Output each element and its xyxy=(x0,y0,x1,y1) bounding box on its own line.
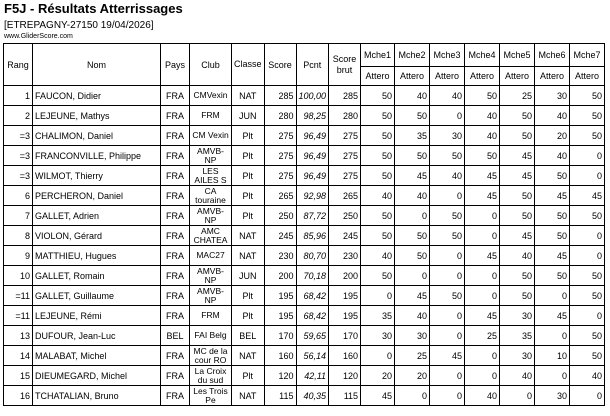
score-cell: 195 xyxy=(264,306,296,326)
percent-cell: 59,65 xyxy=(296,326,329,346)
event-subtitle: [ETREPAGNY-27150 19/04/2026] xyxy=(4,20,154,31)
percent-cell: 56,14 xyxy=(296,346,329,366)
round-landing-cell: 0 xyxy=(430,386,465,406)
table-row xyxy=(4,146,605,166)
class-cell: JUN xyxy=(232,266,265,286)
club-cell: CMVexin xyxy=(190,86,232,106)
round-landing-cell: 50 xyxy=(361,86,395,106)
round-landing-cell: 0 xyxy=(430,106,465,126)
round-landing-cell: 25 xyxy=(465,326,500,346)
score-cell: 200 xyxy=(264,266,296,286)
header-club: Club xyxy=(190,44,232,86)
club-cell: MAC27 xyxy=(190,246,232,266)
club-cell: LES AILES S xyxy=(190,166,232,186)
round-landing-cell: 50 xyxy=(570,206,605,226)
club-cell: CM Vexin xyxy=(190,126,232,146)
round-landing-cell: 0 xyxy=(570,246,605,266)
round-landing-cell: 45 xyxy=(465,306,500,326)
page-title: F5J - Résultats Atterrissages xyxy=(4,1,183,16)
round-landing-cell: 0 xyxy=(465,266,500,286)
round-landing-cell: 45 xyxy=(465,246,500,266)
round-landing-cell: 30 xyxy=(500,306,535,326)
percent-cell: 70,18 xyxy=(296,266,329,286)
round-landing-cell: 0 xyxy=(535,366,570,386)
round-landing-cell: 35 xyxy=(395,126,430,146)
header-manche: Mche1 xyxy=(361,44,395,67)
round-landing-cell: 50 xyxy=(361,106,395,126)
country-cell: FRA xyxy=(161,106,190,126)
round-landing-cell: 20 xyxy=(535,126,570,146)
club-cell: Les Trois Pe xyxy=(190,386,232,406)
percent-cell: 100,00 xyxy=(296,86,329,106)
percent-cell: 87,72 xyxy=(296,206,329,226)
table-row xyxy=(4,246,605,266)
table-row xyxy=(4,126,605,146)
country-cell: FRA xyxy=(161,146,190,166)
results-table xyxy=(3,43,605,406)
table-row xyxy=(4,346,605,366)
table-row xyxy=(4,386,605,406)
header-manche: Mche5 xyxy=(500,44,535,67)
round-landing-cell: 50 xyxy=(570,106,605,126)
pilot-name-cell: TCHATALIAN, Bruno xyxy=(33,386,161,406)
round-landing-cell: 50 xyxy=(500,206,535,226)
round-landing-cell: 40 xyxy=(430,166,465,186)
header-pays: Pays xyxy=(161,44,190,86)
round-landing-cell: 50 xyxy=(570,326,605,346)
round-landing-cell: 50 xyxy=(430,206,465,226)
raw-score-cell: 160 xyxy=(329,346,361,366)
percent-cell: 42,11 xyxy=(296,366,329,386)
round-landing-cell: 40 xyxy=(465,106,500,126)
score-cell: 280 xyxy=(264,106,296,126)
round-landing-cell: 50 xyxy=(535,166,570,186)
club-cell: AMVB-NP xyxy=(190,286,232,306)
round-landing-cell: 50 xyxy=(500,186,535,206)
round-landing-cell: 0 xyxy=(430,366,465,386)
round-landing-cell: 30 xyxy=(535,386,570,406)
country-cell: FRA xyxy=(161,286,190,306)
round-landing-cell: 0 xyxy=(430,246,465,266)
percent-cell: 96,49 xyxy=(296,146,329,166)
score-cell: 115 xyxy=(264,386,296,406)
table-row xyxy=(4,86,605,106)
country-cell: FRA xyxy=(161,206,190,226)
round-landing-cell: 0 xyxy=(430,186,465,206)
pilot-name-cell: DIEUMEGARD, Michel xyxy=(33,366,161,386)
round-landing-cell: 50 xyxy=(361,166,395,186)
score-cell: 230 xyxy=(264,246,296,266)
raw-score-cell: 275 xyxy=(329,166,361,186)
rank-cell: 1 xyxy=(4,86,33,106)
pilot-name-cell: DUFOUR, Jean-Luc xyxy=(33,326,161,346)
round-landing-cell: 20 xyxy=(395,366,430,386)
round-landing-cell: 50 xyxy=(570,86,605,106)
round-landing-cell: 45 xyxy=(500,226,535,246)
round-landing-cell: 50 xyxy=(395,106,430,126)
table-row xyxy=(4,286,605,306)
round-landing-cell: 0 xyxy=(465,226,500,246)
round-landing-cell: 50 xyxy=(570,286,605,306)
country-cell: FRA xyxy=(161,246,190,266)
pilot-name-cell: VIOLON, Gérard xyxy=(33,226,161,246)
score-cell: 160 xyxy=(264,346,296,366)
class-cell: NAT xyxy=(232,386,265,406)
round-landing-cell: 0 xyxy=(570,146,605,166)
rank-cell: 13 xyxy=(4,326,33,346)
class-cell: Plt xyxy=(232,206,265,226)
round-landing-cell: 0 xyxy=(395,266,430,286)
header-manche: Mche6 xyxy=(535,44,570,67)
raw-score-cell: 170 xyxy=(329,326,361,346)
pilot-name-cell: FAUCON, Didier xyxy=(33,86,161,106)
class-cell: Plt xyxy=(232,286,265,306)
round-landing-cell: 45 xyxy=(500,166,535,186)
pilot-name-cell: LEJEUNE, Mathys xyxy=(33,106,161,126)
raw-score-cell: 195 xyxy=(329,306,361,326)
table-row xyxy=(4,326,605,346)
round-landing-cell: 45 xyxy=(361,386,395,406)
round-landing-cell: 0 xyxy=(570,386,605,406)
raw-score-cell: 250 xyxy=(329,206,361,226)
round-landing-cell: 0 xyxy=(465,206,500,226)
percent-cell: 80,70 xyxy=(296,246,329,266)
round-landing-cell: 50 xyxy=(430,146,465,166)
rank-cell: 8 xyxy=(4,226,33,246)
round-landing-cell: 45 xyxy=(395,166,430,186)
class-cell: Plt xyxy=(232,186,265,206)
country-cell: FRA xyxy=(161,126,190,146)
country-cell: BEL xyxy=(161,326,190,346)
table-row xyxy=(4,206,605,226)
round-landing-cell: 40 xyxy=(465,386,500,406)
round-landing-cell: 50 xyxy=(570,346,605,366)
rank-cell: 2 xyxy=(4,106,33,126)
country-cell: FRA xyxy=(161,366,190,386)
round-landing-cell: 0 xyxy=(361,286,395,306)
class-cell: BEL xyxy=(232,326,265,346)
header-rang: Rang xyxy=(4,44,33,86)
round-landing-cell: 50 xyxy=(535,266,570,286)
round-landing-cell: 30 xyxy=(395,326,430,346)
table-row xyxy=(4,266,605,286)
round-landing-cell: 50 xyxy=(500,106,535,126)
site-url: www.GliderScore.com xyxy=(4,33,73,40)
round-landing-cell: 50 xyxy=(361,266,395,286)
score-cell: 275 xyxy=(264,166,296,186)
percent-cell: 96,49 xyxy=(296,126,329,146)
round-landing-cell: 40 xyxy=(535,106,570,126)
round-landing-cell: 35 xyxy=(361,306,395,326)
raw-score-cell: 230 xyxy=(329,246,361,266)
score-cell: 275 xyxy=(264,126,296,146)
header-manche: Mche7 xyxy=(570,44,605,67)
round-landing-cell: 45 xyxy=(395,286,430,306)
rank-cell: =3 xyxy=(4,146,33,166)
class-cell: NAT xyxy=(232,246,265,266)
club-cell: AMVB-NP xyxy=(190,146,232,166)
round-landing-cell: 40 xyxy=(465,126,500,146)
round-landing-cell: 0 xyxy=(570,226,605,246)
round-landing-cell: 40 xyxy=(535,146,570,166)
round-landing-cell: 30 xyxy=(500,346,535,366)
percent-cell: 40,35 xyxy=(296,386,329,406)
round-landing-cell: 45 xyxy=(465,186,500,206)
raw-score-cell: 195 xyxy=(329,286,361,306)
round-landing-cell: 40 xyxy=(395,86,430,106)
round-landing-cell: 30 xyxy=(535,86,570,106)
round-landing-cell: 0 xyxy=(395,206,430,226)
results-body xyxy=(4,86,605,406)
table-row xyxy=(4,166,605,186)
round-landing-cell: 25 xyxy=(500,86,535,106)
header-manche: Mche4 xyxy=(465,44,500,67)
class-cell: NAT xyxy=(232,226,265,246)
country-cell: FRA xyxy=(161,346,190,366)
round-landing-cell: 0 xyxy=(500,386,535,406)
round-landing-cell: 50 xyxy=(430,286,465,306)
header-score-brut: Score brut xyxy=(329,44,361,86)
round-landing-cell: 0 xyxy=(465,346,500,366)
round-landing-cell: 30 xyxy=(430,126,465,146)
class-cell: NAT xyxy=(232,86,265,106)
club-cell: FRM xyxy=(190,306,232,326)
class-cell: JUN xyxy=(232,106,265,126)
round-landing-cell: 0 xyxy=(535,326,570,346)
header-manche: Mche2 xyxy=(395,44,430,67)
rank-cell: 16 xyxy=(4,386,33,406)
round-landing-cell: 45 xyxy=(430,346,465,366)
header-attero: Attero xyxy=(570,67,605,86)
round-landing-cell: 0 xyxy=(430,326,465,346)
round-landing-cell: 50 xyxy=(395,146,430,166)
header-attero: Attero xyxy=(535,67,570,86)
score-cell: 245 xyxy=(264,226,296,246)
pilot-name-cell: FRANCONVILLE, Philippe xyxy=(33,146,161,166)
round-landing-cell: 0 xyxy=(361,346,395,366)
score-cell: 195 xyxy=(264,286,296,306)
pilot-name-cell: LEJEUNE, Rémi xyxy=(33,306,161,326)
round-landing-cell: 35 xyxy=(500,326,535,346)
pilot-name-cell: PERCHERON, Daniel xyxy=(33,186,161,206)
rank-cell: 9 xyxy=(4,246,33,266)
round-landing-cell: 45 xyxy=(500,146,535,166)
rank-cell: 6 xyxy=(4,186,33,206)
country-cell: FRA xyxy=(161,166,190,186)
round-landing-cell: 40 xyxy=(395,306,430,326)
round-landing-cell: 0 xyxy=(570,166,605,186)
header-pcnt: Pcnt xyxy=(296,44,329,86)
rank-cell: =11 xyxy=(4,286,33,306)
round-landing-cell: 0 xyxy=(465,286,500,306)
round-landing-cell: 40 xyxy=(430,86,465,106)
club-cell: AMVB-NP xyxy=(190,206,232,226)
score-cell: 120 xyxy=(264,366,296,386)
round-landing-cell: 50 xyxy=(535,226,570,246)
round-landing-cell: 40 xyxy=(395,186,430,206)
round-landing-cell: 50 xyxy=(361,126,395,146)
class-cell: Plt xyxy=(232,126,265,146)
raw-score-cell: 275 xyxy=(329,126,361,146)
round-landing-cell: 45 xyxy=(535,306,570,326)
table-row xyxy=(4,186,605,206)
round-landing-cell: 40 xyxy=(570,366,605,386)
class-cell: Plt xyxy=(232,306,265,326)
table-row xyxy=(4,366,605,386)
round-landing-cell: 45 xyxy=(535,186,570,206)
round-landing-cell: 50 xyxy=(500,126,535,146)
country-cell: FRA xyxy=(161,266,190,286)
rank-cell: 14 xyxy=(4,346,33,366)
class-cell: Plt xyxy=(232,366,265,386)
club-cell: AMC CHATEA xyxy=(190,226,232,246)
raw-score-cell: 115 xyxy=(329,386,361,406)
score-cell: 250 xyxy=(264,206,296,226)
class-cell: NAT xyxy=(232,346,265,366)
rank-cell: =11 xyxy=(4,306,33,326)
header-attero: Attero xyxy=(361,67,395,86)
round-landing-cell: 50 xyxy=(361,206,395,226)
country-cell: FRA xyxy=(161,86,190,106)
club-cell: AMVB-NP xyxy=(190,266,232,286)
rank-cell: =3 xyxy=(4,166,33,186)
pilot-name-cell: GALLET, Romain xyxy=(33,266,161,286)
round-landing-cell: 50 xyxy=(395,246,430,266)
raw-score-cell: 285 xyxy=(329,86,361,106)
header-manche: Mche3 xyxy=(430,44,465,67)
pilot-name-cell: GALLET, Guillaume xyxy=(33,286,161,306)
round-landing-cell: 25 xyxy=(395,346,430,366)
score-cell: 285 xyxy=(264,86,296,106)
raw-score-cell: 280 xyxy=(329,106,361,126)
round-landing-cell: 0 xyxy=(535,286,570,306)
percent-cell: 96,49 xyxy=(296,166,329,186)
header-classe: Classe xyxy=(232,44,265,86)
pilot-name-cell: WILMOT, Thierry xyxy=(33,166,161,186)
round-landing-cell: 50 xyxy=(361,226,395,246)
round-landing-cell: 50 xyxy=(465,86,500,106)
pilot-name-cell: MALABAT, Michel xyxy=(33,346,161,366)
header-score: Score xyxy=(264,44,296,86)
round-landing-cell: 50 xyxy=(500,286,535,306)
header-attero: Attero xyxy=(500,67,535,86)
raw-score-cell: 120 xyxy=(329,366,361,386)
percent-cell: 98,25 xyxy=(296,106,329,126)
round-landing-cell: 50 xyxy=(361,146,395,166)
rank-cell: =3 xyxy=(4,126,33,146)
round-landing-cell: 50 xyxy=(430,226,465,246)
round-landing-cell: 45 xyxy=(570,186,605,206)
rank-cell: 10 xyxy=(4,266,33,286)
raw-score-cell: 265 xyxy=(329,186,361,206)
round-landing-cell: 50 xyxy=(570,266,605,286)
raw-score-cell: 275 xyxy=(329,146,361,166)
round-landing-cell: 50 xyxy=(535,206,570,226)
round-landing-cell: 50 xyxy=(465,146,500,166)
round-landing-cell: 30 xyxy=(361,326,395,346)
percent-cell: 68,42 xyxy=(296,306,329,326)
class-cell: Plt xyxy=(232,166,265,186)
header-nom: Nom xyxy=(33,44,161,86)
club-cell: FAI Belg xyxy=(190,326,232,346)
club-cell: MC de la cour RO xyxy=(190,346,232,366)
round-landing-cell: 0 xyxy=(395,386,430,406)
raw-score-cell: 245 xyxy=(329,226,361,246)
round-landing-cell: 20 xyxy=(361,366,395,386)
pilot-name-cell: CHALIMON, Daniel xyxy=(33,126,161,146)
score-cell: 170 xyxy=(264,326,296,346)
percent-cell: 68,42 xyxy=(296,286,329,306)
country-cell: FRA xyxy=(161,226,190,246)
header-attero: Attero xyxy=(465,67,500,86)
table-row xyxy=(4,226,605,246)
round-landing-cell: 10 xyxy=(535,346,570,366)
percent-cell: 92,98 xyxy=(296,186,329,206)
percent-cell: 85,96 xyxy=(296,226,329,246)
round-landing-cell: 50 xyxy=(570,126,605,146)
round-landing-cell: 40 xyxy=(361,186,395,206)
round-landing-cell: 0 xyxy=(570,306,605,326)
round-landing-cell: 50 xyxy=(500,266,535,286)
rank-cell: 15 xyxy=(4,366,33,386)
round-landing-cell: 50 xyxy=(395,226,430,246)
round-landing-cell: 45 xyxy=(535,246,570,266)
country-cell: FRA xyxy=(161,186,190,206)
club-cell: CA touraine xyxy=(190,186,232,206)
round-landing-cell: 40 xyxy=(361,246,395,266)
round-landing-cell: 45 xyxy=(465,166,500,186)
club-cell: FRM xyxy=(190,106,232,126)
score-cell: 265 xyxy=(264,186,296,206)
header-attero: Attero xyxy=(430,67,465,86)
pilot-name-cell: GALLET, Adrien xyxy=(33,206,161,226)
country-cell: FRA xyxy=(161,306,190,326)
round-landing-cell: 40 xyxy=(500,366,535,386)
table-row xyxy=(4,106,605,126)
class-cell: Plt xyxy=(232,146,265,166)
score-cell: 275 xyxy=(264,146,296,166)
round-landing-cell: 0 xyxy=(465,366,500,386)
rank-cell: 7 xyxy=(4,206,33,226)
round-landing-cell: 40 xyxy=(500,246,535,266)
pilot-name-cell: MATTHIEU, Hugues xyxy=(33,246,161,266)
club-cell: La Croix du sud xyxy=(190,366,232,386)
round-landing-cell: 0 xyxy=(430,306,465,326)
table-row xyxy=(4,306,605,326)
country-cell: FRA xyxy=(161,386,190,406)
raw-score-cell: 200 xyxy=(329,266,361,286)
header-attero: Attero xyxy=(395,67,430,86)
round-landing-cell: 0 xyxy=(430,266,465,286)
